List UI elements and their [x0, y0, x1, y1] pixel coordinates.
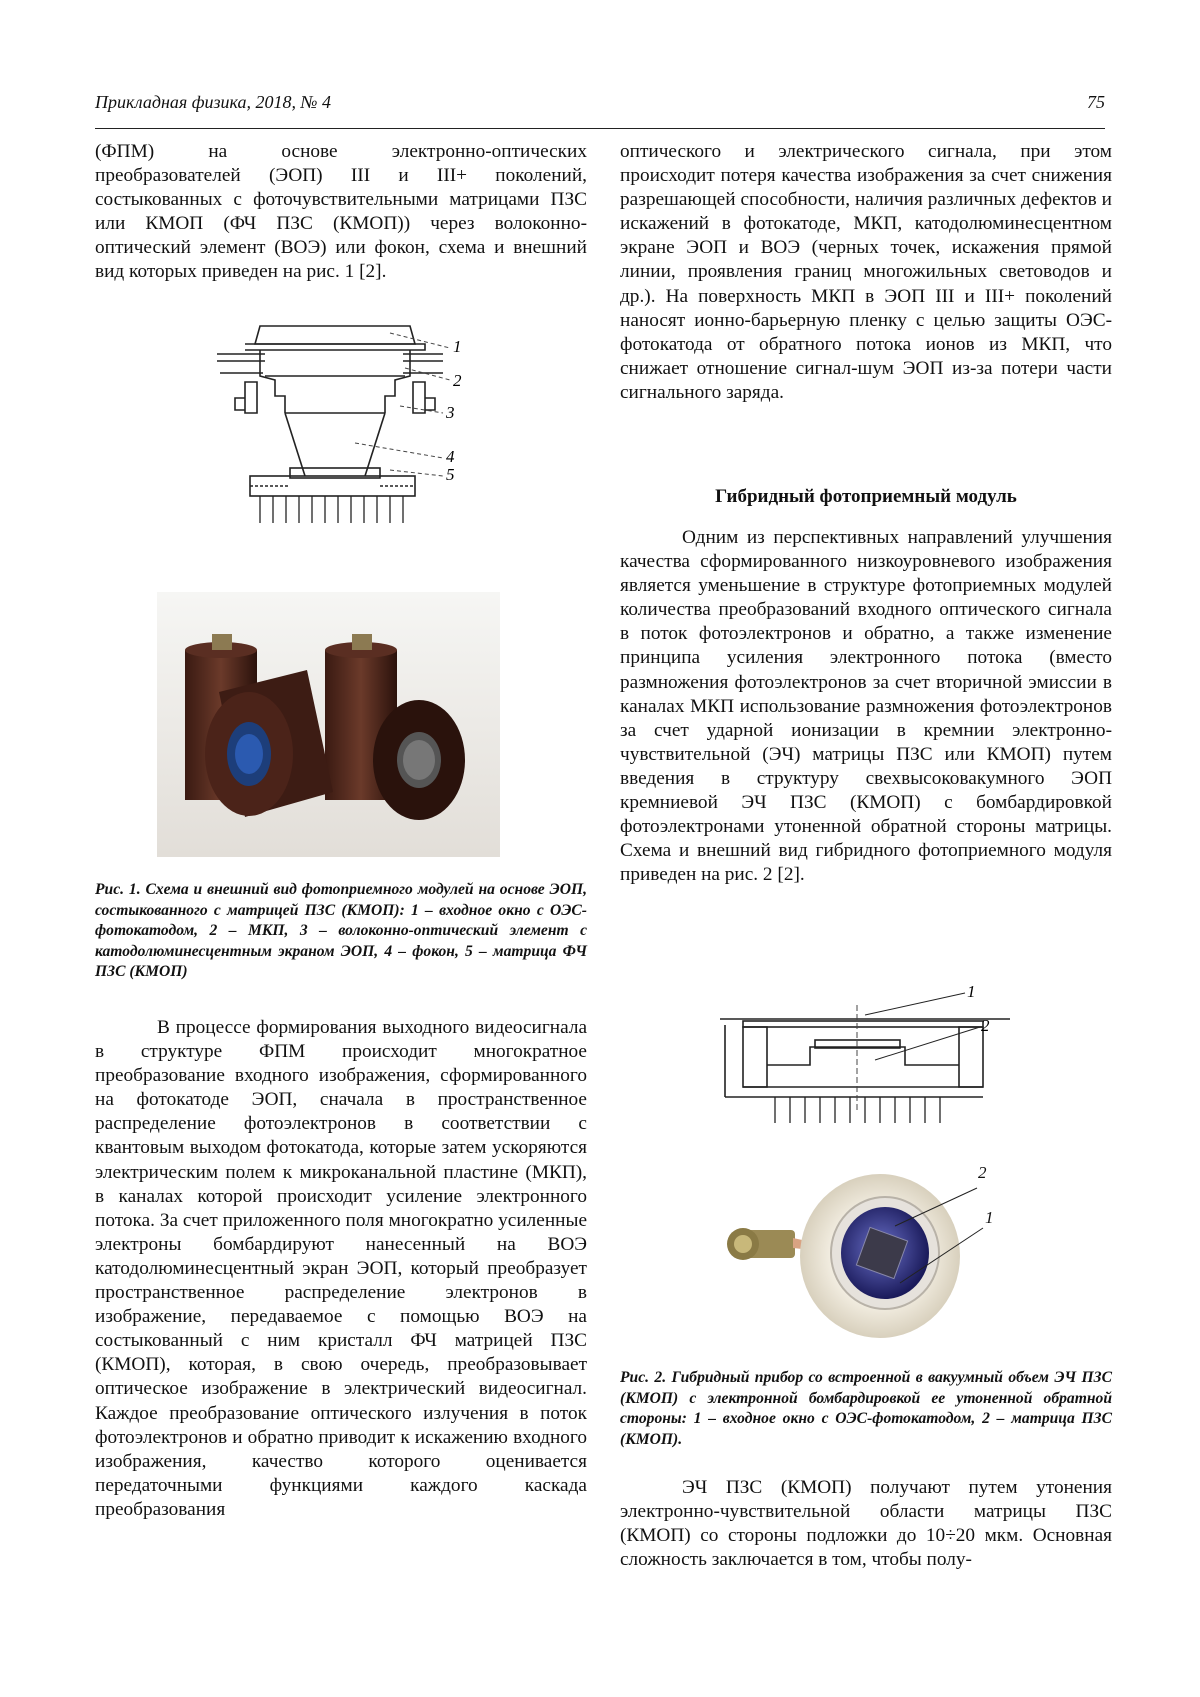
fig2-photo-label-1: 1	[985, 1208, 994, 1227]
fig1-label-4: 4	[446, 447, 455, 466]
photo-cylinders	[157, 592, 500, 857]
fig2-label-2: 2	[981, 1016, 990, 1035]
fig1-label-3: 3	[446, 403, 455, 422]
figure-2-caption: Рис. 2. Гибридный прибор со встроенной в вакуумный объем ЭЧ ПЗС (КМОП) с электронной бомбардировкой ее утоненной обратной стороны: 1 – входное окно с ОЭС-фотокатодом, 2 – матрица ПЗС (КМОП).	[620, 1369, 1112, 1448]
left-paragraph-1: (ФПМ) на основе электронно-оптических преобразователей (ЭОП) III и III+ поколений, состыкованных с фоточувствительными матрицами ПЗС или КМОП (ФЧ ПЗС (КМОП)) через волоконно-оптический элемент (ВОЭ) или фокон, схема и внешний вид которых приведен на рис. 1 [2].	[95, 141, 587, 283]
photo-hybrid-device	[715, 1168, 1025, 1338]
right-paragraph-3: ЭЧ ПЗС (КМОП) получают путем утонения электронно-чувствительной области матрицы ПЗС (КМОП) со стороны подложки до 10÷20 мкм. Основная сложность заключается в том, чтобы полу-	[620, 1477, 1112, 1571]
fig2-photo-label-2: 2	[978, 1163, 987, 1182]
right-paragraph-1: оптического и электрического сигнала, при этом происходит потеря качества изображения за счет снижения разрешающей способности, наличия различных дефектов и искажений в фотокатоде, МКП, катодолюминесцентном экране ЭОП и ВОЭ (черных точек, искажения прямой линии, проявления границ многожильных световодов и др.). На поверхность МКП в ЭОП III и III+ поколений наносят ионно-барьерную пленку с целью защиты ОЭС-фотокатода от обратного потока ионов из МКП, что снижает отношение сигнал-шум ЭОП из-за потери части сигнального заряда.	[620, 141, 1112, 403]
fig2-label-1: 1	[967, 985, 976, 1001]
figure-2-caption-block	[620, 1368, 1112, 1450]
right-paragraph-2: Одним из перспективных направлений улучшения качества сформированного низкоуровневого изображения является уменьшение в структуре фотоприемных модулей количества преобразований входного оптического сигнала в поток фотоэлектронов и обратно, а также изменение принципа усиления электронного потока (вместо размножения фотоэлектронов за счет вторичной эмиссии в каналах МКП использование размножения фотоэлектронов за счет ударной ионизации в кремнии электронно-чувствительной (ЭЧ) матрицы ПЗС или КМОП) путем введения в структуру свехвысоковакумного ЭОП кремниевой ЭЧ ПЗС (КМОП) с бомбардировкой фотоэлектронами утоненной обратной стороны матрицы. Схема и внешний вид гибридного фотоприемного модуля приведен на рис. 2 [2].	[620, 527, 1112, 886]
section-heading-block	[620, 486, 1112, 508]
figure-1-photo	[157, 592, 500, 857]
section-title: Гибридный фотоприемный модуль	[715, 486, 1017, 507]
figure-2-schematic	[715, 985, 1015, 1125]
right-paragraph-2-block	[620, 526, 1112, 887]
figure-2-photo	[715, 1168, 1025, 1338]
fig1-label-5: 5	[446, 465, 455, 484]
fig2-photo-label-2-box	[978, 1163, 987, 1183]
left-column	[95, 140, 587, 285]
page-number: 75	[1087, 92, 1105, 112]
fig1-label-2: 2	[453, 371, 462, 390]
running-header	[95, 92, 1105, 129]
left-paragraph-2-block	[95, 1016, 587, 1522]
journal-title: Прикладная физика, 2018, № 4	[95, 92, 331, 112]
figure-1-schematic	[215, 318, 505, 580]
figure-1-caption-block	[95, 880, 587, 983]
fig2-photo-label-1-box	[985, 1208, 994, 1228]
fig1-label-1: 1	[453, 337, 462, 356]
left-paragraph-2: В процессе формирования выходного видеосигнала в структуре ФПМ происходит многократное преобразование входного изображения, сформированного на фотокатоде ЭОП, сначала в пространственное распределение фотоэлектронов в соответствии с квантовым выходом фотокатода, которые затем ускоряются электрическим полем к микроканальной пластине (МКП), в каналах которой происходит усиление электронного потока. За счет приложенного поля многократно усиленные электроны бомбардируют нанесенный на ВОЭ катодолюминесцентный экран ЭОП, который преобразует пространственное распределение электронов в изображение, передаваемое с помощью ВОЭ на состыкованный с ним кристалл ФЧ матрицей ПЗС (КМОП), которая, в свою очередь, преобразовывает оптическое изображение в электрический видеосигнал. Каждое преобразование оптического излучения в поток фотоэлектронов и обратно приводит к искажению входного изображения, качество которого оценивается передаточными функциями каждого каскада преобразования	[95, 1017, 587, 1520]
figure-1-caption: Рис. 1. Схема и внешний вид фотоприемного модулей на основе ЭОП, состыкованного с матрицей ПЗС (КМОП): 1 – входное окно с ОЭС-фотокатодом, 2 – МКП, 3 – волоконно-оптический элемент с катодолюминесцентным экраном ЭОП, 4 – фокон, 5 – матрица ФЧ ПЗС (КМОП)	[95, 881, 587, 981]
right-column	[620, 140, 1112, 405]
right-paragraph-3-block	[620, 1476, 1112, 1572]
